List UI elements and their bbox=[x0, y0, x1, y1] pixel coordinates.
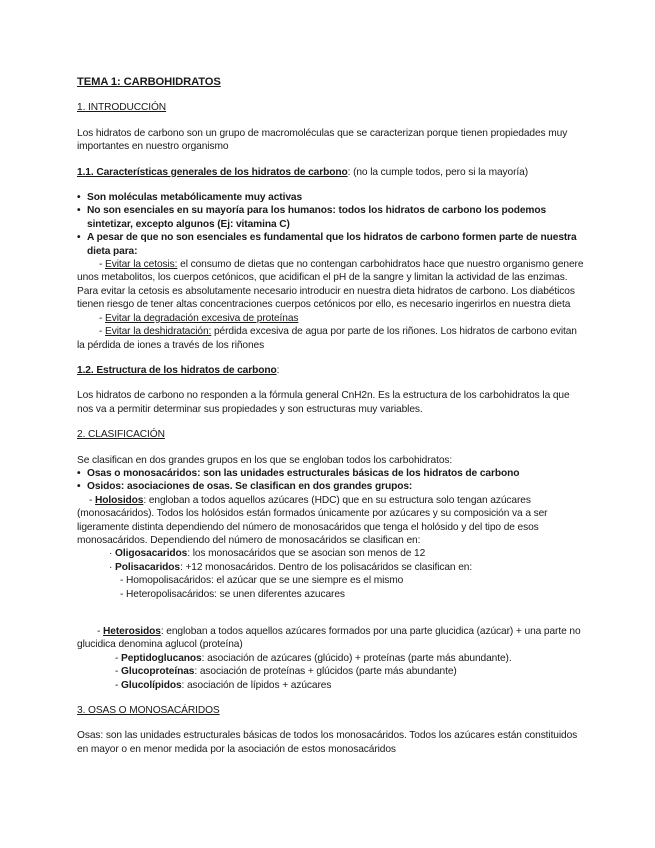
polisacaridos-item: · Polisacaridos: +12 monosacáridos. Dentro de los polisacáridos se clasifican en: bbox=[109, 561, 473, 573]
oligosacaridos-label: Oligosacaridos bbox=[115, 548, 188, 560]
section-3-text: Osas: son las unidades estructurales básicas de todos los monosacáridos. Todos los azúcares están constituidos en mayor o en menor medida por la asociación de estos monosacáridos bbox=[77, 730, 578, 755]
section-2-heading: 2. CLASIFICACIÓN bbox=[77, 429, 165, 441]
peptidoglucanos-item: - Peptidoglucanos: asociación de azúcares (glúcido) + proteínas (parte más abundante). bbox=[115, 652, 512, 664]
characteristics-list bbox=[77, 191, 587, 258]
deshidratacion-paragraph: - Evitar la deshidratación: pérdida excesiva de agua por parte de los riñones. Los hidratos de carbono evitan la pérdida de iones a través de los riñones bbox=[77, 326, 577, 351]
section-1-1-note: : (no la cumple todos, pero si la mayoría) bbox=[347, 166, 528, 178]
deshidratacion-label: Evitar la deshidratación: bbox=[105, 326, 212, 338]
peptidoglucanos-label: Peptidoglucanos bbox=[121, 652, 202, 664]
osidos-label: Osidos: bbox=[87, 481, 125, 493]
osas-text: son las unidades estructurales básicas de los hidratos de carbono bbox=[200, 467, 520, 479]
deshidratacion-text: pérdida excesiva de agua por parte de los riñones. Los hidratos de carbono evitan la pérdida de iones a través de los riñones bbox=[77, 326, 577, 351]
osas-label: Osas o monosacáridos: bbox=[87, 467, 201, 479]
heterosidos-label: Heterosidos bbox=[103, 626, 161, 637]
heteropolisacaridos-item: - Heteropolisacáridos: se unen diferentes azucares bbox=[120, 588, 345, 600]
section-1-1-title: 1.1. Características generales de los hidratos de carbono bbox=[77, 166, 348, 178]
proteinas-label: Evitar la degradación excesiva de proteínas bbox=[105, 312, 299, 324]
homopolisacaridos-item: - Homopolisacáridos: el azúcar que se une siempre es el mismo bbox=[120, 575, 404, 587]
glucoproteinas-label: Glucoproteínas bbox=[121, 666, 195, 678]
heterosidos-text: : engloban a todos aquellos azúcares formados por una parte glucidica (azúcar) + una parte no glucidica denomina aglucol (proteína) bbox=[77, 626, 581, 651]
cetosis-label: Evitar la cetosis: bbox=[105, 259, 178, 271]
list-item bbox=[77, 467, 587, 480]
glucolipidos-item: - Glucolípidos: asociación de lípidos + azúcares bbox=[115, 679, 332, 691]
polisacaridos-label: Polisacaridos bbox=[115, 561, 180, 573]
proteinas-item: - Evitar la degradación excesiva de proteínas bbox=[99, 312, 299, 324]
section-1-2-colon: : bbox=[276, 364, 280, 376]
glucolipidos-label: Glucolípidos bbox=[121, 679, 182, 691]
list-item: • Son moléculas metabólicamente muy activas bbox=[77, 191, 587, 204]
section-3-heading: 3. OSAS O MONOSACÁRIDOS bbox=[77, 705, 220, 717]
list-item: • A pesar de que no son esenciales es fundamental que los hidratos de carbono formen parte de nuestra dieta para: bbox=[77, 231, 587, 258]
classification-list bbox=[77, 467, 587, 494]
section-1-2-text: Los hidratos de carbono no responden a la fórmula general CnH2n. Es la estructura de los carbohidratos la que nos va a permitir determinar sus propiedades y son estructuras muy variables. bbox=[77, 390, 570, 415]
section-2-intro: Se clasifican en dos grandes grupos en los que se engloban todos los carbohidratos: bbox=[77, 454, 453, 466]
holosidos-text: : engloban a todos aquellos azúcares (HDC) que en su estructura solo tengan azúcares (monosacáridos). Todos los holósidos están formados únicamente por azúcares y su composición va a ser ligeramente distinta dependiendo del número de monosacáridos que tenga el holósido y del tipo de esos monosacáridos. Dependiendo del número de monosacáridos se clasifican en: bbox=[77, 494, 548, 546]
holosidos-paragraph: - Holosidos: engloban a todos aquellos azúcares (HDC) que en su estructura solo tengan azúcares (monosacáridos). Todos los holósidos están formados únicamente por azúcares y su composición va a ser ligeramente distinta dependiendo del número de monosacáridos que tenga el holósido y del tipo de esos monosacáridos. Dependiendo del número de monosacáridos se clasifican en: bbox=[77, 494, 548, 546]
document-title: TEMA 1: CARBOHIDRATOS bbox=[77, 76, 221, 88]
polisacaridos-text: : +12 monosacáridos. Dentro de los polisacáridos se clasifican en: bbox=[179, 561, 473, 573]
spacer bbox=[77, 601, 587, 613]
oligosacaridos-text: : los monosacáridos que se asocian son menos de 12 bbox=[187, 548, 426, 560]
list-item bbox=[77, 480, 587, 493]
section-1-1-heading bbox=[77, 166, 587, 179]
section-1-intro: Los hidratos de carbono son un grupo de macromoléculas que se caracterizan porque tienen propiedades muy importantes en nuestro organismo bbox=[77, 127, 568, 153]
section-1-2-title: 1.2. Estructura de los hidratos de carbono bbox=[77, 364, 277, 376]
cetosis-text: el consumo de dietas que no contengan carbohidratos hace que nuestro organismo genere unos metabolitos, los cuerpos cetónicos, que acidifican el pH de la sangre y limitan la actividad de las enzimas. Para evitar la cetosis es absolutamente necesario introducir en nuestra dieta hidratos de carbono. Los diabéticos tienen riesgo de tener altas concentraciones cuerpos cetónicos por ello, es necesario ingerirlos en nuestra dieta bbox=[77, 259, 584, 311]
holosidos-label: Holosidos bbox=[95, 494, 144, 506]
glucoproteinas-item: - Glucoproteínas: asociación de proteínas + glúcidos (parte más abundante) bbox=[115, 666, 457, 678]
document-body bbox=[77, 76, 587, 768]
oligosacaridos-item: · Oligosacaridos: los monosacáridos que se asocian son menos de 12 bbox=[109, 548, 426, 560]
peptidoglucanos-text: : asociación de azúcares (glúcido) + proteínas (parte más abundante). bbox=[201, 652, 512, 664]
osidos-text: asociaciones de osas. Se clasifican en dos grandes grupos: bbox=[124, 481, 413, 493]
glucoproteinas-text: : asociación de proteínas + glúcidos (parte más abundante) bbox=[194, 666, 457, 678]
section-1-2-heading bbox=[77, 364, 587, 377]
section-1-heading: 1. INTRODUCCIÓN bbox=[77, 102, 167, 114]
list-item: • No son esenciales en su mayoría para los humanos: todos los hidratos de carbono los podemos sintetizar, excepto algunos (Ej: vitamina C) bbox=[77, 204, 587, 231]
glucolipidos-text: : asociación de lípidos + azúcares bbox=[181, 679, 332, 691]
heterosidos-paragraph: - Heterosidos: engloban a todos aquellos azúcares formados por una parte glucidica (azúcar) + una parte no glucidica denomina aglucol (proteína) bbox=[77, 626, 581, 651]
cetosis-paragraph: - Evitar la cetosis: el consumo de dietas que no contengan carbohidratos hace que nuestro organismo genere unos metabolitos, los cuerpos cetónicos, que acidifican el pH de la sangre y limitan la actividad de las enzimas. Para evitar la cetosis es absolutamente necesario introducir en nuestra dieta hidratos de carbono. Los diabéticos tienen riesgo de tener altas concentraciones cuerpos cetónicos por ello, es necesario ingerirlos en nuestra dieta bbox=[77, 259, 584, 311]
